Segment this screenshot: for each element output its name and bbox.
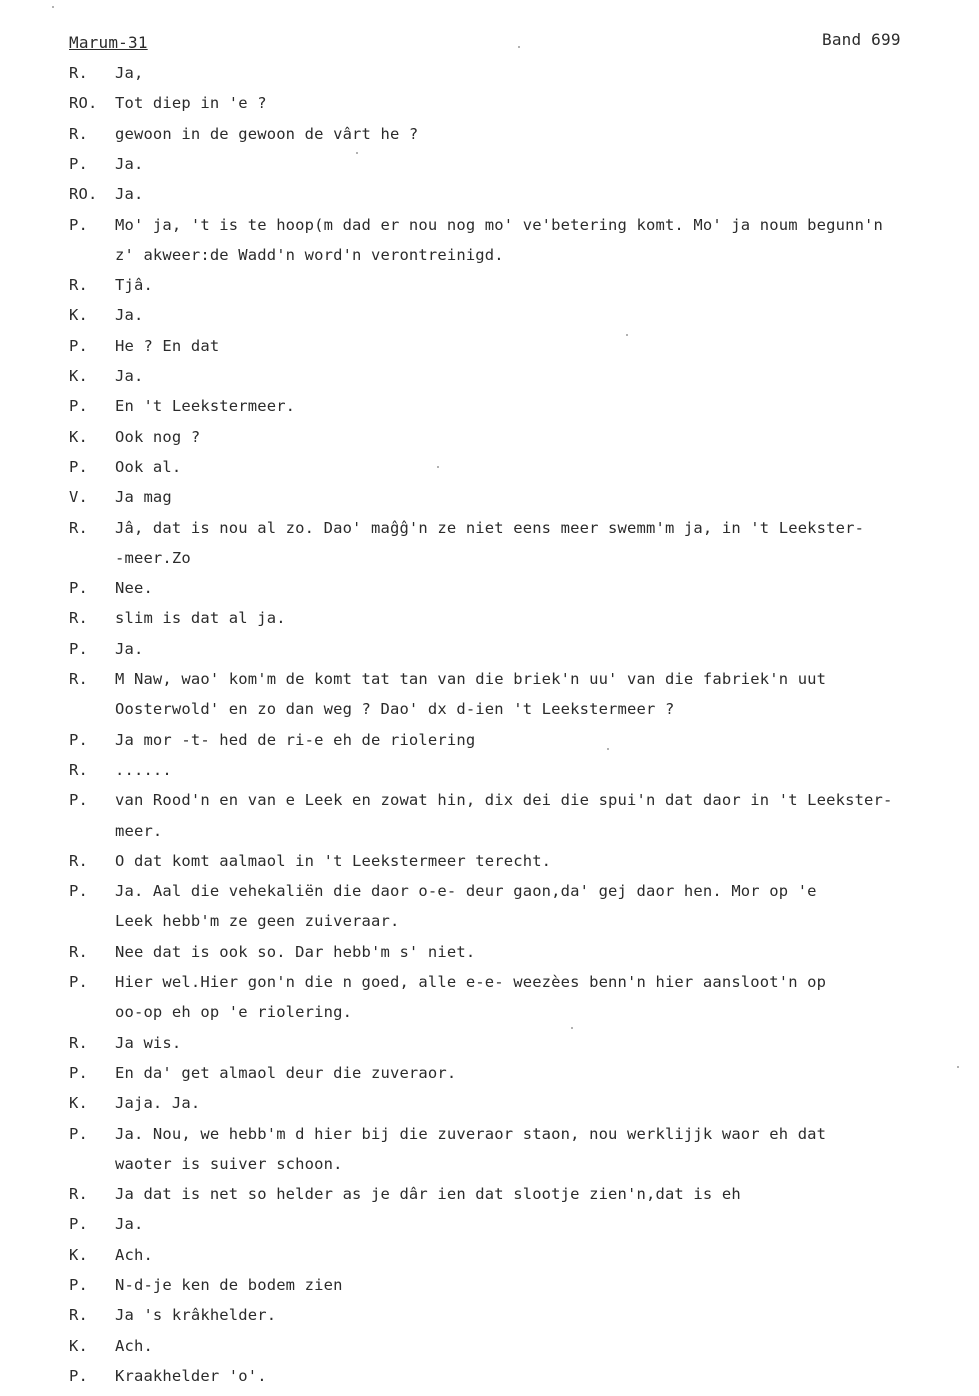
speaker-label: K. <box>69 1245 88 1264</box>
speaker-label: P. <box>69 215 88 234</box>
transcript-continuation <box>0 545 979 571</box>
utterance-text: Jâ, dat is nou al zo. Dao' maĝĝ'n ze niet eens meer swemm'm ja, in 't Leekster- <box>115 518 865 537</box>
speaker-label: K. <box>69 427 88 446</box>
utterance-text: Ja. <box>115 367 144 385</box>
utterance-text: Ja. Nou, we hebb'm d hier bij die zuveraor staon, nou werklijjk waor eh dat <box>115 1124 827 1143</box>
transcript-turn <box>0 787 979 813</box>
speaker-label: RO. <box>69 94 98 113</box>
speaker-label: P. <box>69 397 88 416</box>
speaker-label: P. <box>69 1276 88 1294</box>
utterance-text: O dat komt aalmaol in 't Leekstermeer terecht. <box>115 851 552 870</box>
transcript-turn <box>0 969 979 995</box>
utterance-text: Tot diep in 'e ? <box>115 94 267 113</box>
transcript-turn <box>0 121 979 147</box>
transcript-turn <box>0 666 979 692</box>
transcript-turn <box>0 575 979 601</box>
speaker-label: R. <box>69 609 88 628</box>
utterance-text: Tjâ. <box>115 276 153 295</box>
utterance-text: Kraakhelder 'o'. <box>115 1366 267 1385</box>
speaker-label: P. <box>69 1366 88 1385</box>
utterance-text: Ach. <box>115 1245 153 1264</box>
speaker-label: P. <box>69 336 88 355</box>
transcript-turn <box>0 1060 979 1086</box>
transcript-continuation <box>0 908 979 934</box>
transcript-turn <box>0 424 979 450</box>
utterance-text: Ja. <box>115 154 144 173</box>
speaker-label: K. <box>69 306 88 325</box>
utterance-text: Ach. <box>115 1336 153 1355</box>
utterance-text: Ja wis. <box>115 1033 182 1052</box>
utterance-text: Ook nog ? <box>115 427 201 446</box>
transcript-turn <box>0 636 979 662</box>
transcript-turn <box>0 1030 979 1056</box>
transcript-turn <box>0 1121 979 1147</box>
transcript-turn <box>0 151 979 177</box>
speaker-label: P. <box>69 1063 88 1082</box>
utterance-text: Ja. <box>115 639 144 658</box>
transcript-turn <box>0 393 979 419</box>
speaker-label: R. <box>69 1033 88 1052</box>
utterance-text: gewoon in de gewoon de vârt he ? <box>115 124 419 143</box>
speaker-label: R. <box>69 518 88 537</box>
speaker-label: P. <box>69 579 88 598</box>
transcript-turn <box>0 302 979 328</box>
utterance-text: N-d-je ken de bodem zien <box>115 1276 343 1294</box>
speaker-label: R. <box>69 1306 88 1325</box>
speaker-label: P. <box>69 730 88 749</box>
utterance-text: Nee dat is ook so. Dar hebb'm s' niet. <box>115 942 476 961</box>
scan-speck <box>356 152 358 154</box>
transcript-continuation <box>0 696 979 722</box>
transcript-turn <box>0 727 979 753</box>
transcript-turn <box>0 333 979 359</box>
transcript-turn <box>0 484 979 510</box>
utterance-text: Oosterwold' en zo dan weg ? Dao' dx d-ien 't Leekstermeer ? <box>115 700 675 719</box>
transcript-continuation <box>0 242 979 268</box>
utterance-text: Ook al. <box>115 457 182 476</box>
scan-speck <box>626 334 628 336</box>
speaker-label: P. <box>69 882 88 901</box>
utterance-text: Ja. <box>115 1215 144 1234</box>
utterance-text: M Naw, wao' kom'm de komt tat tan van die briek'n uu' van die fabriek'n uut <box>115 670 827 688</box>
utterance-text: Hier wel.Hier gon'n die n goed, alle e-e- weezèes benn'n hier aansloot'n op <box>115 973 827 991</box>
utterance-text: ...... <box>115 760 172 779</box>
utterance-text: Ja mag <box>115 488 172 507</box>
speaker-label: K. <box>69 1336 88 1355</box>
utterance-text: Ja. Aal die vehekaliën die daor o-e- deur gaon,da' gej daor hen. Mor op 'e <box>115 882 817 901</box>
utterance-text: Nee. <box>115 579 153 598</box>
speaker-label: P. <box>69 1124 88 1143</box>
transcript-turn <box>0 454 979 480</box>
transcript-turn <box>0 605 979 631</box>
speaker-label: RO. <box>69 185 98 204</box>
utterance-text: Ja dat is net so helder as je dâr ien dat slootje zien'n,dat is eh <box>115 1185 741 1204</box>
speaker-label: R. <box>69 760 88 779</box>
transcript-turn <box>0 757 979 783</box>
transcript-turn <box>0 1272 979 1298</box>
transcript-turn <box>0 1333 979 1359</box>
speaker-label: P. <box>69 154 88 173</box>
speaker-label: K. <box>69 1094 88 1113</box>
speaker-label: V. <box>69 488 88 507</box>
utterance-text: Ja 's krâkhelder. <box>115 1306 277 1325</box>
transcript-turn <box>0 878 979 904</box>
speaker-label: R. <box>69 1185 88 1204</box>
utterance-text: Jaja. Ja. <box>115 1094 201 1113</box>
speaker-label: P. <box>69 457 88 476</box>
speaker-label: P. <box>69 791 88 810</box>
transcript-turn <box>0 1363 979 1389</box>
transcript-turn <box>0 848 979 874</box>
transcript-turn <box>0 272 979 298</box>
utterance-text: En 't Leekstermeer. <box>115 397 296 416</box>
transcript-turn <box>0 1211 979 1237</box>
utterance-text: meer. <box>115 821 163 840</box>
utterance-text: Ja, <box>115 64 144 82</box>
scan-speck <box>52 6 54 8</box>
transcript-turn <box>0 515 979 541</box>
speaker-label: R. <box>69 942 88 961</box>
utterance-text: Leek hebb'm ze geen zuiveraar. <box>115 912 400 931</box>
transcript-turn <box>0 1181 979 1207</box>
transcript-turn <box>0 1242 979 1268</box>
transcript-turn <box>0 939 979 965</box>
speaker-label: R. <box>69 64 88 82</box>
utterance-text: slim is dat al ja. <box>115 609 286 628</box>
transcript-turn <box>0 60 979 86</box>
scan-speck <box>571 1027 573 1029</box>
utterance-text: Ja. <box>115 306 144 325</box>
utterance-text: van Rood'n en van e Leek en zowat hin, dix dei die spui'n dat daor in 't Leekster- <box>115 791 893 810</box>
transcript-turn <box>0 363 979 389</box>
utterance-text: waoter is suiver schoon. <box>115 1154 343 1173</box>
transcript-turn <box>0 212 979 238</box>
transcript-turn <box>0 1090 979 1116</box>
speaker-label: K. <box>69 367 88 385</box>
utterance-text: oo-op eh op 'e riolering. <box>115 1003 353 1022</box>
speaker-label: R. <box>69 670 88 688</box>
utterance-text: Mo' ja, 't is te hoop(m dad er nou nog mo' ve'betering komt. Mo' ja noum begunn'n <box>115 215 884 234</box>
speaker-label: R. <box>69 124 88 143</box>
document-reference: Marum-31 <box>69 33 148 52</box>
utterance-text: Ja mor -t- hed de ri-e eh de riolering <box>115 730 476 749</box>
transcript-turn <box>0 90 979 116</box>
speaker-label: P. <box>69 973 88 991</box>
scan-speck <box>957 1066 959 1068</box>
utterance-text: -meer.Zo <box>115 548 191 567</box>
utterance-text: Ja. <box>115 185 144 204</box>
transcript-continuation <box>0 818 979 844</box>
scan-speck <box>518 46 520 48</box>
speaker-label: P. <box>69 639 88 658</box>
utterance-text: En da' get almaol deur die zuveraor. <box>115 1063 457 1082</box>
scan-speck <box>607 748 609 750</box>
speaker-label: R. <box>69 276 88 295</box>
utterance-text: He ? En dat <box>115 336 220 355</box>
transcript-turn <box>0 181 979 207</box>
transcript-continuation <box>0 999 979 1025</box>
scan-speck <box>437 466 439 468</box>
speaker-label: P. <box>69 1215 88 1234</box>
transcript-continuation <box>0 1151 979 1177</box>
transcript-turn <box>0 1302 979 1328</box>
speaker-label: R. <box>69 851 88 870</box>
utterance-text: z' akweer:de Wadd'n word'n verontreinigd. <box>115 245 504 264</box>
tape-number: Band 699 <box>822 30 901 49</box>
